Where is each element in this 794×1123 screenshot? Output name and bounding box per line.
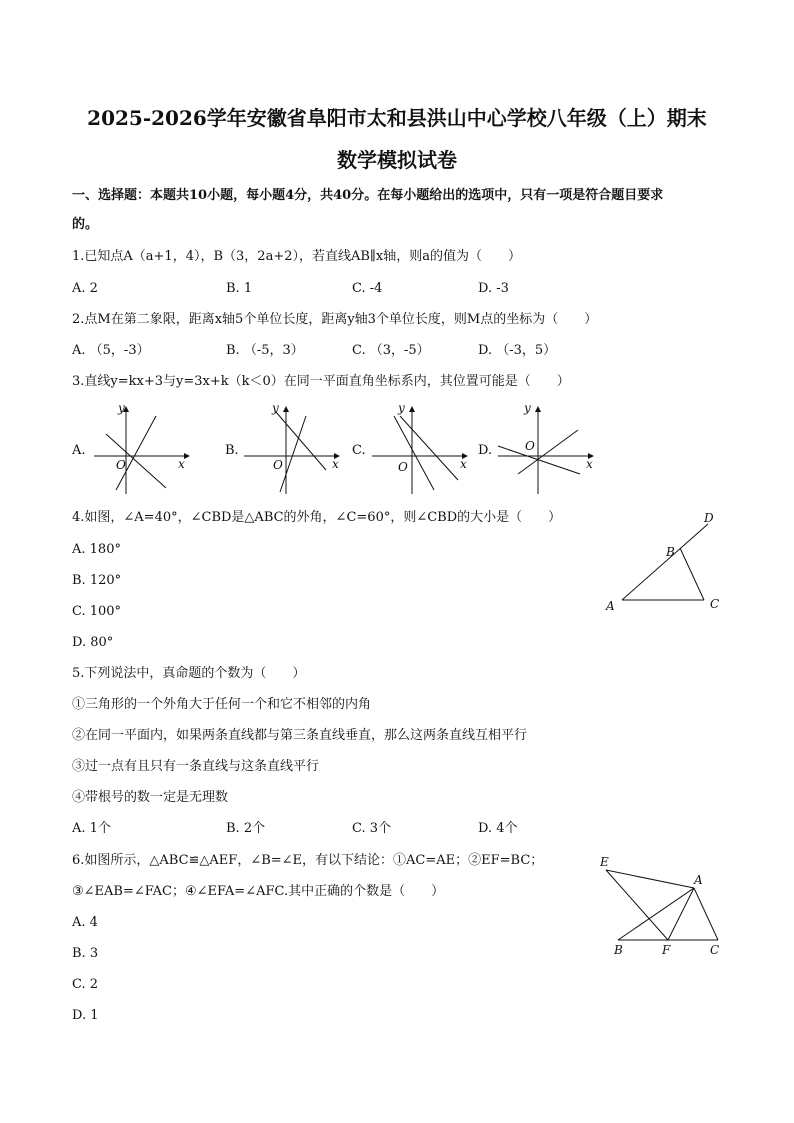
q4-label-a: A [606, 599, 615, 613]
q3d-x-label: x [586, 457, 593, 471]
q3d-y-label: y [524, 401, 531, 415]
section-heading-line1: 一、选择题：本题共10小题，每小题4分，共40分。在每小题给出的选项中，只有一项是符合题目要求 [72, 188, 664, 203]
q5-statement-1: ①三角形的一个外角大于任何一个和它不相邻的内角 [72, 697, 372, 712]
q3c-origin-label: O [398, 460, 408, 474]
page-title-line2: 数学模拟试卷 [337, 148, 457, 172]
question-6-stem-line1: 6.如图所示，△ABC≌△AEF，∠B=∠E，有以下结论：①AC=AE；②EF=BC； [72, 853, 544, 868]
q6-option-a[interactable]: A. 4 [72, 915, 98, 930]
q4-option-a[interactable]: A. 180° [72, 542, 121, 557]
q3-graph-c [368, 398, 476, 498]
q6-label-b: B [614, 943, 623, 957]
q3-option-c[interactable]: C. [352, 443, 366, 458]
page-title-line1: 2025-2026学年安徽省阜阳市太和县洪山中心学校八年级（上）期末 [87, 106, 707, 130]
q3c-y-label: y [398, 401, 405, 415]
section-heading-line2: 的。 [72, 217, 99, 232]
q5-option-b[interactable]: B. 2个 [226, 821, 266, 836]
q3-option-a[interactable]: A. [72, 443, 86, 458]
q3-graph-b [240, 398, 348, 498]
q3b-y-label: y [272, 401, 279, 415]
q1-option-b[interactable]: B. 1 [226, 281, 253, 296]
q4-triangle-figure [596, 506, 726, 618]
q3-option-d[interactable]: D. [478, 443, 493, 458]
q2-option-d[interactable]: D. （-3，5） [478, 343, 557, 358]
q4-label-c: C [710, 597, 720, 611]
q2-option-b[interactable]: B. （-5，3） [226, 343, 304, 358]
q6-label-a: A [694, 873, 703, 887]
q5-option-d[interactable]: D. 4个 [478, 821, 518, 836]
q3a-y-label: y [118, 401, 125, 415]
q4-option-c[interactable]: C. 100° [72, 604, 122, 619]
q4-option-d[interactable]: D. 80° [72, 635, 114, 650]
q3a-origin-label: O [116, 458, 126, 472]
question-6-stem-line2: ③∠EAB=∠FAC；④∠EFA=∠AFC.其中正确的个数是（ ） [72, 884, 445, 899]
q3-option-b[interactable]: B. [225, 443, 239, 458]
q4-label-d: D [704, 511, 714, 525]
q4-label-b: B [666, 545, 675, 559]
q2-option-c[interactable]: C. （3，-5） [352, 343, 430, 358]
q3c-x-label: x [460, 457, 467, 471]
q1-option-a[interactable]: A. 2 [72, 281, 98, 296]
q5-statement-2: ②在同一平面内，如果两条直线都与第三条直线垂直，那么这两条直线互相平行 [72, 728, 528, 743]
q6-label-e: E [600, 855, 609, 869]
q4-option-b[interactable]: B. 120° [72, 573, 122, 588]
q2-option-a[interactable]: A. （5，-3） [72, 343, 150, 358]
q3-graph-d [494, 398, 602, 498]
q6-option-d[interactable]: D. 1 [72, 1008, 99, 1023]
question-3-stem: 3.直线y=kx+3与y=3x+k（k＜0）在同一平面直角坐标系内，其位置可能是（ ） [72, 374, 570, 389]
q6-option-c[interactable]: C. 2 [72, 977, 99, 992]
q3-graph-a [88, 398, 196, 498]
q5-statement-4: ④带根号的数一定是无理数 [72, 790, 229, 805]
question-1-stem: 1.已知点A（a+1，4），B（3，2a+2），若直线AB∥x轴，则a的值为（ ） [72, 249, 522, 264]
q3d-origin-label: O [525, 439, 535, 453]
q1-option-c[interactable]: C. -4 [352, 281, 383, 296]
question-4-stem: 4.如图，∠A=40°，∠CBD是△ABC的外角，∠C=60°，则∠CBD的大小是（ ） [72, 510, 562, 525]
q6-option-b[interactable]: B. 3 [72, 946, 99, 961]
q6-triangle-figure [594, 852, 730, 962]
question-5-stem: 5.下列说法中，真命题的个数为（ ） [72, 666, 306, 681]
q3b-x-label: x [332, 457, 339, 471]
question-2-stem: 2.点M在第二象限，距离x轴5个单位长度，距离y轴3个单位长度，则M点的坐标为（ ） [72, 312, 598, 327]
q1-option-d[interactable]: D. -3 [478, 281, 509, 296]
q5-statement-3: ③过一点有且只有一条直线与这条直线平行 [72, 759, 320, 774]
q5-option-c[interactable]: C. 3个 [352, 821, 392, 836]
q6-label-f: F [662, 943, 671, 957]
q5-option-a[interactable]: A. 1个 [72, 821, 111, 836]
q3a-x-label: x [178, 457, 185, 471]
q3b-origin-label: O [273, 458, 283, 472]
q6-label-c: C [710, 943, 720, 957]
